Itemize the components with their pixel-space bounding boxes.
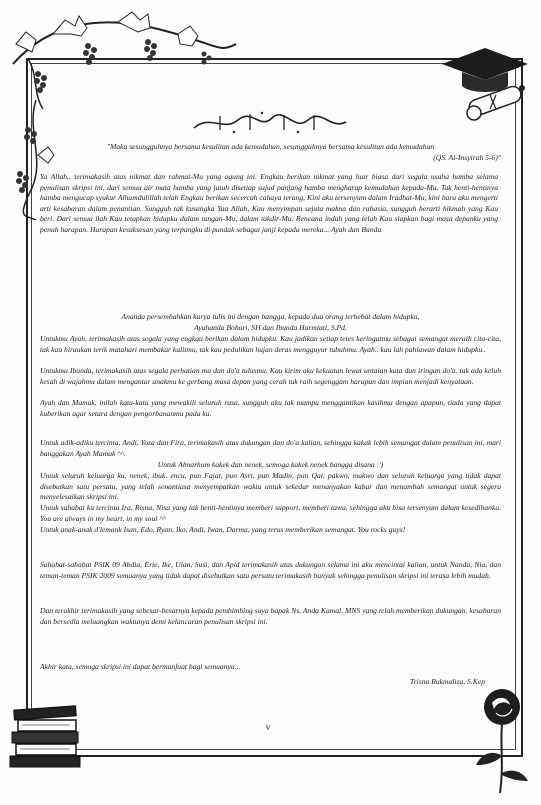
paragraph-ayah: Untukmu Ayah, terimakasih atas segala yang engkau berikan dalam hidupku. Kau jadikan setiap tetes keringatmu sebagai semangat meraih cita-cita, tak kau hiraukan terik matahari membakar kulitmu, tak kau pedulikan hujan deras mengguyur tubuhmu. Ayah.. kau lah pahlawan dalam hidupku.. (40, 334, 501, 354)
signature: Trisna Rukmaliza, S.Kep (409, 677, 485, 686)
closing-text: Akhir kata, semoga skripsi ini dapat bermanfaat bagi semuanya... (40, 662, 241, 671)
page-number: v (265, 722, 271, 732)
quote: "Maka sesungguhnya bersama kesulitan ada kemudahan, sesungguhnya bersama kesulitan ada kemudahan (106, 142, 435, 151)
paragraph-ayah-mamak: Ayah dan Mamak, inilah kata-kata yang mewakili seluruh rasa, sungguh aku tak mampu menggantikan kasihmu dengan apapun, tiada yang dapat kuberikan agar setara dengan pengorbananmu pada ku. (40, 398, 501, 418)
paragraph-almarhum: Untuk Almarhum kakek dan nenek, semoga kakek nenek bangga disana :') (157, 460, 384, 469)
paragraph-prayer: Ya Allah.. terimakasih atas nikmat dan rahmat-Mu yang agung ini. Engkau berikan nikmat yang luar biasa dari segala usaha hamba selama penulisan skripsi ini, dari semua air mata hamba yang jatuh disetiap sujud panjang hamba mengharap kemudahan kepada-Mu. Tak henti-hentinya hamba mengucap syukur Alhamdulillah telah Engkau berikan secercah cahaya terang, Kini aku tersenyum dalam Iradhat-Mu, kini baru aku mengerti arti kesabaran dalam penantian. Sungguh tak kusangka Yaa Allah, Kau menyimpan sejuta makna dan rahasia, sungguh berarti hikmah yang Kau beri. Dari semua ilah Kau tetapkan hidupku dalam tangan-Mu, dalam takdir-Mu. Rencana indah yang telah Kau siapkan bagi masa depanku yang penuh harapan. Harapan kesuksesan yang terpangku di pundak sebagai janji kepada mereka... Ayah dan Bunda (40, 172, 498, 234)
book-stack-icon (8, 700, 88, 770)
rose-icon (470, 685, 535, 795)
paragraph-ibunda: Untukmu Ibunda, terimakasih atas segala perhatian mu dan do'a tulusmu. Kau kirim aku kekuatan lewat untaian kata dan iringan do'a. tak ada keluh kesah di wajahmu dalam mengantar anakmu ke gerbang masa depan yang cerah tuk raih segenggam harapan dan impian menjadi kenyataan. (40, 366, 501, 386)
paragraph-keluarga: Untuk seluruh keluarga ku, nenek, ibuk, encu, pun Fajar, pun Asri, pun Madin, pun Qai, pakwo, makwo dan seluruh keluarga yang tidak dapat disebutkan satu persatu, yang telah senantiasa menyempatkan waktu untuk sekedar menanyakan kabar dan menambah semangat untuk segera menyelesaikan skripsi ini. (40, 471, 501, 502)
paragraph-sahabat: Untuk sahabat ku tercinta Ira, Risna, Nisa yang tak henti-hentinya memberi support, memberi tawa, sehingga aku bisa tersenyum dalam kesedihanku. You are always in my heart, in my soul ^^ (40, 503, 501, 523)
diploma-scroll-icon (460, 75, 530, 130)
dedication-intro: Ananda persembahkan karya tulis ini dengan bangga, kepada dua orang terhebat dalam hidupku, (121, 312, 420, 321)
quote-source: (QS. Al-Insyirah 5-6)" (433, 153, 501, 162)
paragraph-anak: Untuk anak-anak d'lemank Isan, Edo, Ryan, Iko, Andi, Iwan, Darma, yang terus memberikan semangat. You rocks guys! (40, 525, 406, 534)
parents-names: Ayahanda Bohari, SH dan Ibunda Harmiati, S.Pd. (194, 323, 347, 332)
paragraph-psik: Sahabat-sahabat PSIK 09 Abdia, Erie, Ike, Ulan, Susi, dan Apid terimakasih atas dukungan selama ini aku mencintai kalian, untuk Nanda, Nia, dan teman-teman PSIK 2009 semuanya yang tidak dapat disebutkan satu persatu terimakasih banyak sehingga penulisan skripsi ini terasa lebih mudah. (40, 560, 501, 580)
grapevine-icon (8, 4, 238, 114)
bismillah-calligraphy (190, 110, 350, 136)
paragraph-pembimbing: Dan terakhir terimakasih yang sebesar-besarnya kepada pembimbing saya bapak Ns. Anda Kamal, MNS yang telah memberikan dukungan, kesabaran dan bersedia meluangkan waktunya demi kelancaran penulisan skripsi ini. (40, 606, 501, 626)
paragraph-adik: Untuk adik-adiku tercinta, Andi, Yoza dan Fira, terimakasih atas dukungan dan do'a kalian, sehingga kakak lebih semangat dalam penulisan ini, mari banggakan Ayah Mamak ^^. (40, 438, 501, 458)
